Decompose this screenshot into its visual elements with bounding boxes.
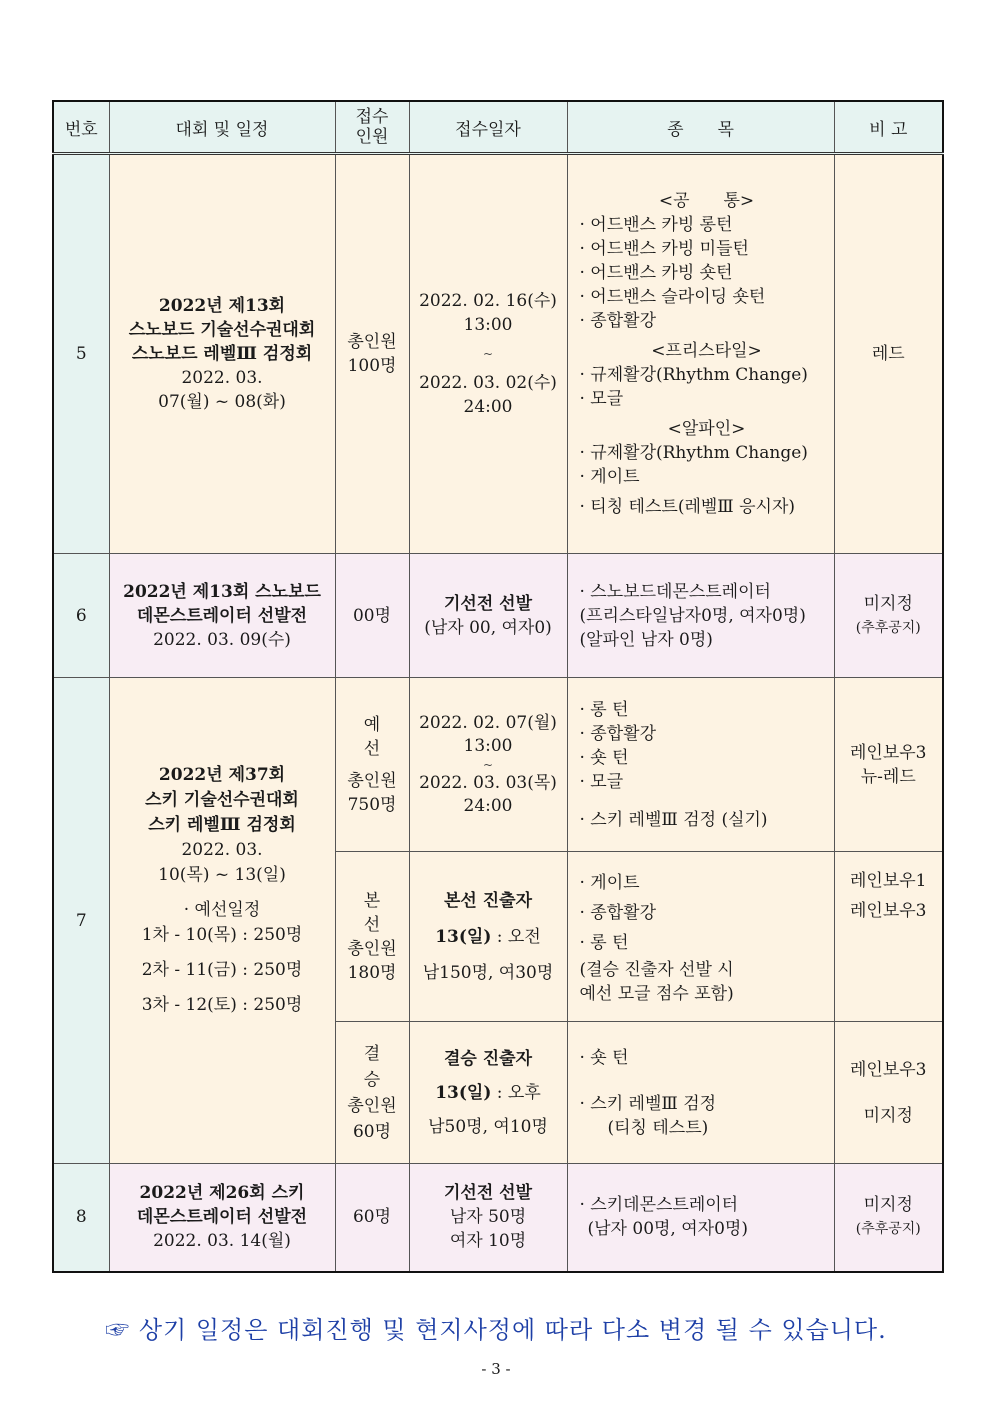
note-text: 레인보우3	[849, 901, 927, 921]
note-sub: (추후공지)	[855, 1221, 921, 1238]
event-date: 2022. 03.	[181, 368, 263, 388]
reg-start: 2022. 02. 16(수)	[419, 291, 557, 311]
list-item: (티칭 테스트)	[607, 1117, 709, 1138]
table-row-8	[53, 1164, 943, 1272]
list-item: · 티칭 테스트(레벨Ⅲ 응시자)	[579, 497, 795, 517]
row-number: 5	[53, 154, 109, 554]
list-item: · 규제활강(Rhythm Change)	[579, 365, 808, 385]
items-cell	[567, 678, 834, 852]
event-date: 2022. 03.	[181, 840, 263, 860]
reg-end-time: 24:00	[463, 795, 513, 816]
reg-time-period: : 오후	[491, 1082, 541, 1103]
reg-end-time: 24:00	[463, 397, 513, 417]
event-cell	[109, 678, 335, 1164]
people-cell	[335, 678, 409, 852]
items-cell	[567, 554, 834, 678]
event-date: 2022. 03. 14(월)	[153, 1231, 291, 1252]
event-line: 데몬스트레이터 선발전	[136, 1207, 308, 1228]
event-date: 07(월) ~ 08(화)	[158, 392, 286, 412]
note-sub: (추후공지)	[855, 619, 921, 636]
reg-date-cell	[409, 554, 567, 678]
items-cell	[567, 1164, 834, 1272]
reg-end: 2022. 03. 02(수)	[419, 373, 557, 393]
reg-count: 남150명, 여30명	[422, 962, 554, 983]
list-item: · 종합활강	[579, 723, 656, 744]
list-item: · 스노보드데몬스트레이터	[579, 581, 771, 602]
people-count: 100명	[347, 356, 397, 376]
stage-char: 본	[363, 890, 381, 911]
list-item: (남자 00명, 여자0명)	[587, 1219, 748, 1240]
list-item: 예선 모글 점수 포함)	[579, 983, 734, 1004]
people-label: 총인원	[347, 938, 397, 959]
list-item: · 게이트	[579, 467, 640, 487]
stage-char: 승	[363, 1069, 381, 1090]
event-line: 데몬스트레이터 선발전	[136, 605, 308, 626]
event-cell	[109, 1164, 335, 1272]
event-line: 2022년 제13회	[158, 296, 286, 316]
reg-tilde: ~	[482, 347, 494, 361]
reg-time-day: 13(일)	[435, 926, 492, 947]
list-item: (프리스타일남자0명, 여자0명)	[579, 605, 806, 626]
event-date: 10(목) ~ 13(일)	[158, 865, 286, 885]
header-note: 비 고	[834, 101, 943, 154]
note-cell: 레드	[834, 154, 943, 554]
stage-char: 선	[363, 738, 381, 759]
list-item: · 스키 레벨Ⅲ 검정 (실기)	[579, 809, 768, 830]
people-count: 180명	[347, 962, 397, 983]
list-item: (알파인 남자 0명)	[579, 629, 713, 650]
people-label: 총인원	[347, 332, 397, 352]
note-text: 미지정	[863, 1195, 913, 1216]
header-event: 대회 및 일정	[109, 101, 335, 154]
schedule-table	[52, 100, 944, 1273]
event-line: 스노보드 레벨Ⅲ 검정회	[131, 344, 313, 364]
header-people: 접수 인원	[335, 101, 409, 154]
note-text: 미지정	[863, 593, 913, 614]
reg-date-cell	[409, 852, 567, 1022]
stage-char: 선	[363, 914, 381, 935]
items-title-common: <공 통>	[658, 191, 755, 211]
list-item: · 숏 턴	[579, 747, 629, 768]
items-title-alpine: <알파인>	[667, 419, 746, 439]
reg-detail: (남자 00, 여자0)	[424, 617, 552, 638]
list-item: · 스키데몬스트레이터	[579, 1195, 739, 1216]
list-item: (결승 진출자 선발 시	[579, 959, 734, 980]
list-item: · 롱 턴	[579, 699, 629, 720]
list-item: · 스키 레벨Ⅲ 검정	[579, 1093, 717, 1114]
schedule-change-notice: ☞ 상기 일정은 대회진행 및 현지사정에 따라 다소 변경 될 수 있습니다.	[105, 1316, 887, 1344]
reg-count: 남50명, 여10명	[428, 1116, 548, 1137]
prelim-item: 2차 - 11(금) : 250명	[141, 960, 303, 980]
event-date: 2022. 03. 09(수)	[153, 629, 291, 650]
reg-detail: 남자 50명	[449, 1207, 527, 1228]
list-item: · 종합활강	[579, 311, 656, 331]
list-item: · 어드밴스 슬라이딩 숏턴	[579, 287, 766, 307]
people-cell: 00명	[335, 554, 409, 678]
reg-time-period: : 오전	[491, 926, 541, 947]
table-row-5	[53, 154, 943, 554]
table-row-6	[53, 554, 943, 678]
reg-start-time: 13:00	[463, 735, 513, 756]
event-line: 스키 레벨Ⅲ 검정회	[148, 815, 296, 835]
event-cell	[109, 154, 335, 554]
reg-title: 기선전 선발	[443, 593, 533, 614]
list-item: · 게이트	[579, 872, 640, 893]
reg-detail: 여자 10명	[449, 1231, 527, 1252]
items-title-freestyle: <프리스타일>	[651, 341, 762, 361]
items-cell	[567, 1022, 834, 1164]
header-reg-date: 접수일자	[409, 101, 567, 154]
reg-start-time: 13:00	[463, 315, 513, 335]
table-row-7-prelim	[53, 678, 943, 852]
row-number: 8	[53, 1164, 109, 1272]
reg-date-cell	[409, 678, 567, 852]
reg-date-cell	[409, 1022, 567, 1164]
list-item: · 어드밴스 카빙 숏턴	[579, 263, 733, 283]
reg-date-cell	[409, 1164, 567, 1272]
note-cell	[834, 678, 943, 852]
people-label: 총인원	[347, 1095, 397, 1116]
note-text: 레인보우1	[849, 871, 927, 891]
people-count: 750명	[347, 794, 397, 815]
header-items: 종 목	[567, 101, 834, 154]
stage-char: 결	[363, 1043, 381, 1064]
event-line: 2022년 제13회 스노보드	[123, 581, 321, 602]
people-cell: 60명	[335, 1164, 409, 1272]
event-cell	[109, 554, 335, 678]
note-cell	[834, 852, 943, 1022]
reg-title: 결승 진출자	[443, 1048, 533, 1069]
list-item: · 종합활강	[579, 902, 656, 923]
header-row	[53, 101, 943, 154]
row-number: 6	[53, 554, 109, 678]
people-count: 60명	[352, 1121, 392, 1142]
event-line: 2022년 제26회 스키	[139, 1183, 305, 1204]
note-text: 뉴-레드	[860, 766, 916, 787]
list-item: · 어드밴스 카빙 롱턴	[579, 215, 733, 235]
note-cell	[834, 1022, 943, 1164]
prelim-item: 3차 - 12(토) : 250명	[141, 995, 303, 1015]
items-cell	[567, 852, 834, 1022]
reg-end: 2022. 03. 03(목)	[419, 772, 557, 793]
header-number: 번호	[53, 101, 109, 154]
people-cell	[335, 852, 409, 1022]
note-cell	[834, 554, 943, 678]
people-label: 총인원	[347, 770, 397, 791]
reg-time-day: 13(일)	[435, 1082, 492, 1103]
people-cell	[335, 154, 409, 554]
note-cell	[834, 1164, 943, 1272]
note-text: 레인보우3	[849, 1059, 927, 1080]
list-item: · 모글	[579, 771, 624, 792]
list-item: · 규제활강(Rhythm Change)	[579, 443, 808, 463]
list-item: · 숏 턴	[579, 1047, 629, 1068]
event-line: 2022년 제37회	[158, 765, 286, 785]
stage-char: 예	[363, 714, 381, 735]
prelim-item: 1차 - 10(목) : 250명	[141, 925, 303, 945]
items-cell	[567, 154, 834, 554]
reg-start: 2022. 02. 07(월)	[419, 712, 557, 733]
event-line: 스키 기술선수권대회	[145, 790, 299, 810]
event-line: 스노보드 기술선수권대회	[128, 320, 316, 340]
note-text: 미지정	[863, 1105, 913, 1126]
row-number: 7	[53, 678, 109, 1164]
list-item: · 모글	[579, 389, 624, 409]
page-number: - 3 -	[481, 1360, 511, 1378]
reg-title: 본선 진출자	[443, 890, 533, 911]
people-cell	[335, 1022, 409, 1164]
reg-date-cell	[409, 154, 567, 554]
reg-tilde: ~	[482, 757, 494, 772]
list-item: · 어드밴스 카빙 미들턴	[579, 239, 749, 259]
prelim-title: · 예선일정	[183, 900, 261, 920]
note-text: 레인보우3	[849, 742, 927, 763]
list-item: · 롱 턴	[579, 932, 629, 953]
reg-title: 기선전 선발	[443, 1183, 533, 1204]
